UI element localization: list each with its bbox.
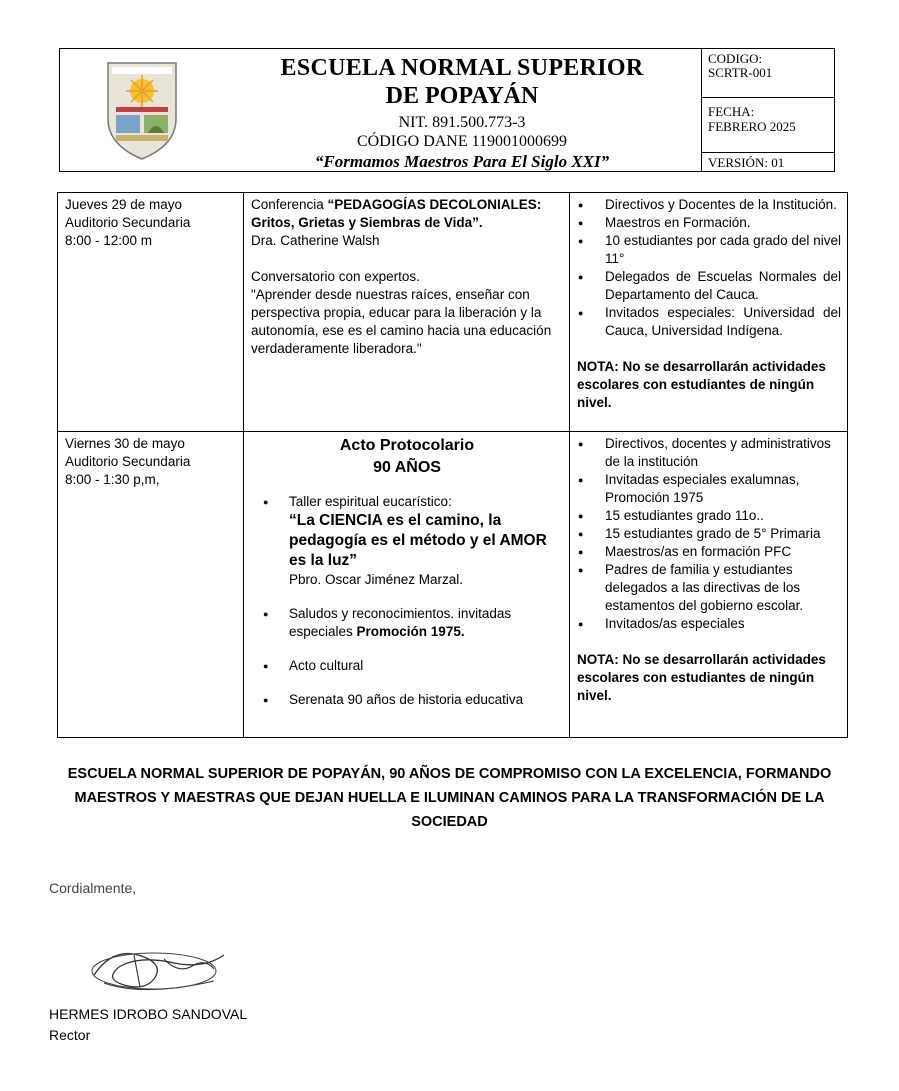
list-item	[289, 493, 563, 589]
signer-block	[49, 1004, 247, 1046]
list-item: ● Directivos y Docentes de la Institución.	[605, 196, 841, 214]
list-item: ● Invitados/as especiales	[605, 615, 841, 633]
school-logo-cell	[60, 49, 223, 171]
meta-divider	[702, 97, 835, 98]
activity-cell	[244, 432, 570, 738]
signer-role: Rector	[49, 1027, 91, 1043]
schedule-table	[57, 192, 848, 738]
saludos-bold: Promoción 1975.	[356, 624, 465, 639]
codigo-value: SCRTR-001	[708, 65, 773, 80]
participants-cell	[570, 432, 848, 738]
list-item: ● Padres de familia y estudiantes delegados a las directivas de los estamentos del gobierno escolar.	[605, 561, 841, 615]
list-item: ● Maestros/as en formación PFC	[605, 543, 841, 561]
list-item: ● Acto cultural	[289, 657, 563, 675]
signer-name: HERMES IDROBO SANDOVAL	[49, 1006, 248, 1022]
list-item: ● Invitados especiales: Universidad del Cauca, Universidad Indígena.	[605, 304, 841, 340]
conversatorio-quote: "Aprender desde nuestras raíces, enseñar con perspectiva propia, educar para la liberación y la autonomía, ese es el camino hacia una educación verdaderamente liberadora."	[251, 287, 552, 356]
codigo-label: CODIGO:	[708, 51, 763, 66]
school-motto: “Formamos Maestros Para El Siglo XXI”	[314, 152, 610, 171]
acto-subtitle: 90 AÑOS	[373, 459, 441, 476]
participants-list	[577, 196, 841, 340]
event-place: Auditorio Secundaria	[65, 454, 191, 469]
meta-divider	[702, 152, 835, 153]
list-item: ● Directivos, docentes y administrativos de la institución	[605, 435, 841, 471]
fecha-value: FEBRERO 2025	[708, 119, 796, 134]
table-row	[58, 432, 848, 738]
table-row	[58, 193, 848, 432]
taller-speaker: Pbro. Oscar Jiménez Marzal.	[289, 572, 464, 587]
signature-icon	[84, 935, 234, 997]
list-item: ● 10 estudiantes por cada grado del nivel 11°	[605, 232, 841, 268]
event-time: 8:00 - 1:30 p,m,	[65, 472, 160, 487]
school-name-line1: ESCUELA NORMAL SUPERIOR	[280, 55, 644, 81]
document-meta	[701, 49, 835, 171]
participants-list	[577, 435, 841, 633]
acto-title: Acto Protocolario	[339, 437, 475, 454]
list-item: ● Delegados de Escuelas Normales del Departamento del Cauca.	[605, 268, 841, 304]
closing-motto: ESCUELA NORMAL SUPERIOR DE POPAYÁN, 90 AÑOS DE COMPROMISO CON LA EXCELENCIA, FORMANDO MAESTROS Y MAESTRAS QUE DEJAN HUELLA E ILUMINAN CAMINOS PARA LA TRANSFORMACIÓN DE LA SOCIEDAD	[67, 766, 832, 830]
saludos-text: Saludos y reconocimientos. invitadas especiales	[289, 606, 512, 639]
school-dane-code: CÓDIGO DANE 119001000699	[356, 133, 568, 150]
list-item: ● Serenata 90 años de historia educativa	[289, 691, 563, 709]
fecha-label: FECHA:	[708, 104, 755, 119]
note-text: NOTA: No se desarrollarán actividades escolares con estudiantes de ningún nivel.	[577, 652, 826, 703]
event-time: 8:00 - 12:00 m	[65, 233, 153, 248]
list-item: ● 15 estudiantes grado de 5° Primaria	[605, 525, 841, 543]
activity-list	[251, 493, 563, 709]
list-item: ● 15 estudiantes grado 11o..	[605, 507, 841, 525]
list-item: ● Invitadas especiales exalumnas, Promoción 1975	[605, 471, 841, 507]
participants-cell	[570, 193, 848, 432]
when-cell	[58, 432, 244, 738]
conference-prefix: Conferencia	[251, 197, 328, 212]
document-header	[59, 48, 835, 172]
note-text: NOTA: No se desarrollarán actividades escolares con estudiantes de ningún nivel.	[577, 359, 826, 410]
list-item: ● Maestros en Formación.	[605, 214, 841, 232]
taller-quote: “La CIENCIA es el camino, la pedagogía es el método y el AMOR es la luz”	[289, 512, 547, 569]
conference-speaker: Dra. Catherine Walsh	[251, 233, 380, 248]
closing-salutation: Cordialmente,	[49, 880, 137, 896]
event-day: Viernes 30 de mayo	[65, 436, 185, 451]
list-item	[289, 605, 563, 641]
event-day: Jueves 29 de mayo	[65, 197, 183, 212]
school-name-line2: DE POPAYÁN	[385, 83, 539, 109]
school-title-block	[223, 49, 701, 171]
event-place: Auditorio Secundaria	[65, 215, 191, 230]
school-crest-icon	[60, 49, 223, 171]
school-nit: NIT. 891.500.773-3	[398, 114, 526, 131]
version-label: VERSIÓN: 01	[708, 155, 785, 170]
when-cell	[58, 193, 244, 432]
taller-label: ● Taller espiritual eucarístico:	[289, 494, 452, 509]
activity-cell	[244, 193, 570, 432]
conference-title: “PEDAGOGÍAS DECOLONIALES: Gritos, Grietas y Siembras de Vida”.	[251, 197, 542, 230]
conversatorio-title: Conversatorio con expertos.	[251, 269, 420, 284]
